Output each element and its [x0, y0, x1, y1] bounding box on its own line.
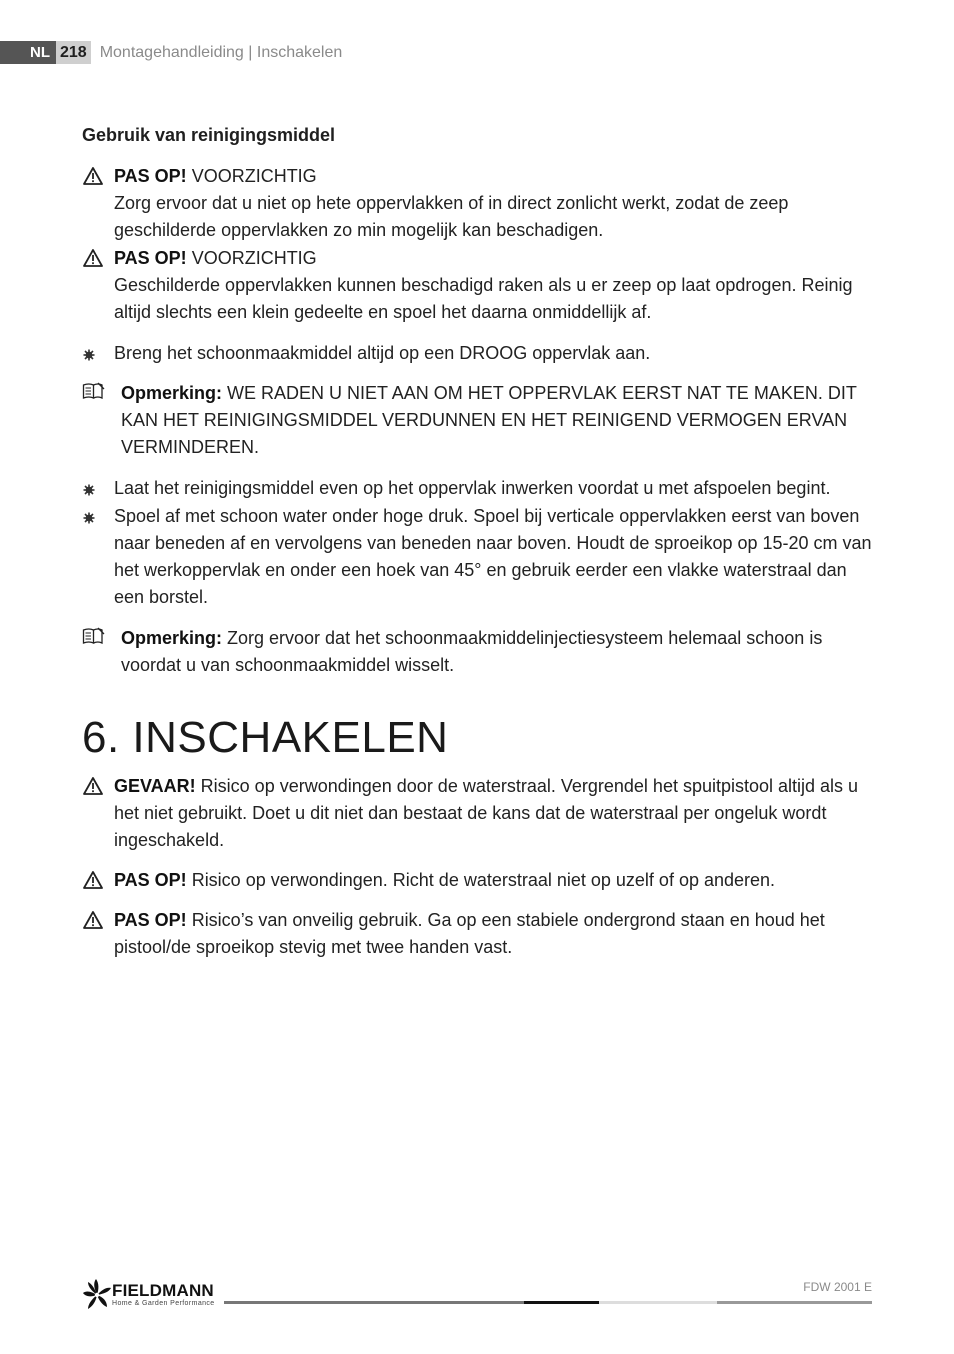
warning-label: PAS OP!: [114, 910, 187, 930]
warning-label: PAS OP!: [114, 870, 187, 890]
note-text: [121, 380, 872, 461]
danger-block: [82, 773, 872, 854]
danger-body: Risico op verwondingen door de waterstraal. Vergrendel het spuitpistool altijd als u het niet gebruikt. Doet u dit niet dan bestaat de kans dat de waterstraal per ongeluk wordt ingeschakeld.: [114, 776, 859, 850]
bullet-text: Laat het reinigingsmiddel even op het oppervlak inwerken voordat u met afspoelen begint.: [114, 478, 831, 498]
warning-triangle-icon: [82, 163, 106, 190]
bullet-item: [82, 340, 872, 367]
note-block: [82, 380, 872, 461]
bullet-text: Spoel af met schoon water onder hoge druk. Spoel bij verticale oppervlakken eerst van boven naar beneden af en vervolgens van beneden naar boven. Houdt de sproeikop op 15-20 cm van het werkoppervlak en onder een hoek van 45° en gebruik eerder een vlakke waterstraal dan een borstel.: [114, 506, 872, 607]
warning-triangle-icon: [82, 245, 106, 272]
warning-text: [114, 163, 872, 244]
open-book-icon: [82, 625, 106, 652]
brand-tagline: Home & Garden Performance: [112, 1300, 215, 1307]
open-book-icon: [82, 380, 106, 407]
warning-body: VOORZICHTIG Zorg ervoor dat u niet op hete oppervlakken of in direct zonlicht werkt, zodat de zeep geschilderde oppervlakken zo min mogelijk kan beschadigen.: [114, 166, 789, 240]
warning-block: [82, 245, 872, 326]
bullet-text: Breng het schoonmaakmiddel altijd op een DROOG oppervlak aan.: [114, 343, 651, 363]
warning-label: PAS OP!: [114, 166, 187, 186]
danger-label: GEVAAR!: [114, 776, 196, 796]
warning-text: [114, 245, 872, 326]
model-number: FDW 2001 E: [803, 1280, 872, 1294]
warning-body: VOORZICHTIG Geschilderde oppervlakken kunnen beschadigd raken als u er zeep op laat opdrogen. Reinig altijd slechts een klein gedeelte en spoel het daarna onmiddellijk af.: [114, 248, 853, 322]
note-text: [121, 625, 872, 679]
gear-bullet-icon: [82, 503, 106, 530]
section-title: 6. INSCHAKELEN: [82, 713, 449, 762]
footer-rule-segment: [524, 1301, 599, 1304]
warning-text: [114, 907, 872, 961]
warning-triangle-icon: [82, 907, 106, 934]
page-header: [0, 41, 342, 64]
note-body: Zorg ervoor dat het schoonmaakmiddelinjectiesysteem helemaal schoon is voordat u van schoonmaakmiddel wisselt.: [121, 628, 823, 675]
footer-rule-segment: [599, 1301, 717, 1304]
danger-text: [114, 773, 872, 854]
warning-text: [114, 867, 872, 894]
language-badge: NL: [0, 41, 56, 64]
bullet-item: [82, 503, 872, 611]
fieldmann-fan-logo-icon: [82, 1278, 112, 1317]
warning-block: [82, 907, 872, 961]
warning-block: [82, 163, 872, 244]
page-number: 218: [56, 41, 91, 64]
fieldmann-logo: [82, 1278, 224, 1312]
warning-body: Risico op verwondingen. Richt de waterstraal niet op uzelf of op anderen.: [186, 870, 776, 890]
gear-bullet-icon: [82, 340, 106, 367]
note-label: Opmerking:: [121, 628, 223, 648]
brand-name: FIELDMANN: [112, 1281, 214, 1300]
warning-triangle-icon: [82, 867, 106, 894]
warning-label: PAS OP!: [114, 248, 187, 268]
warning-triangle-icon: [82, 773, 106, 800]
footer-rule-segment: [717, 1301, 872, 1304]
gear-bullet-icon: [82, 475, 106, 502]
running-title: Montagehandleiding | Inschakelen: [99, 43, 343, 61]
footer-rule-segment: [224, 1301, 524, 1304]
subsection-title: Gebruik van reinigingsmiddel: [82, 125, 336, 145]
note-body: WE RADEN U NIET AAN OM HET OPPERVLAK EERST NAT TE MAKEN. DIT KAN HET REINIGINGSMIDDEL VERDUNNEN EN HET REINIGEND VERMOGEN ERVAN VERMINDEREN.: [121, 383, 857, 457]
note-label: Opmerking:: [121, 383, 223, 403]
warning-block: [82, 867, 872, 894]
note-block: [82, 625, 872, 679]
warning-body: Risico’s van onveilig gebruik. Ga op een stabiele ondergrond staan en houd het pistool/de sproeikop stevig met twee handen vast.: [114, 910, 825, 957]
bullet-item: [82, 475, 872, 502]
